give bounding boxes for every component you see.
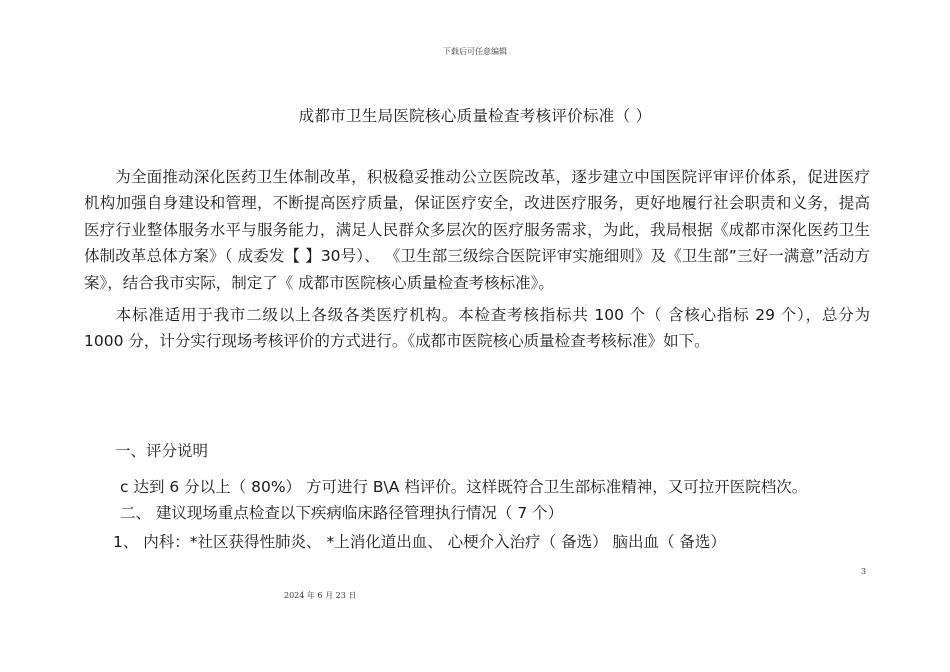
scope-paragraph: [84, 302, 870, 355]
header-note: 下载后可任意编辑: [443, 47, 507, 56]
section-heading-scoring: 一、评分说明: [115, 442, 209, 460]
scope-paragraph-text: 本标准适用于我市二级以上各级各类医疗机构。本检查考核指标共 100 个（ 含核心指标 29 个），总分为 1000 分，计分实行现场考核评价的方式进行。《成都市医院核心质量检查考核标准》如下。: [84, 306, 870, 351]
footer-date: 2024 年 6 月 23 日: [284, 591, 357, 600]
list-item-internal-medicine: 1、 内科：*社区获得性肺炎、 *上消化道出血、 心梗介入治疗（ 备选） 脑出血（ 备选）: [113, 533, 726, 551]
page-number: 3: [861, 567, 867, 576]
intro-paragraph-text: 为全面推动深化医药卫生体制改革，积极稳妥推动公立医院改革，逐步建立中国医院评审评价体系，促进医疗机构加强自身建设和管理，不断提高医疗质量，保证医疗安全，改进医疗服务，更好地履行社会职责和义务，提高医疗行业整体服务水平与服务能力，满足人民群众多层次的医疗服务需求，为此，我局根据《成都市深化医药卫生体制改革总体方案》（ 成委发【 】30号）、 《卫生部三级综合医院评审实施细则》及《卫生部”三好一满意”活动方案》，结合我市实际，制定了《 成都市医院核心质量检查考核标准》。: [84, 168, 870, 292]
document-title: 成都市卫生局医院核心质量检查考核评价标准（ ）: [298, 107, 652, 125]
intro-paragraph: [84, 164, 870, 296]
section-heading-clinical-pathway: 二、 建议现场重点检查以下疾病临床路径管理执行情况（ 7 个）: [120, 504, 564, 522]
scoring-note-line: c 达到 6 分以上（ 80%） 方可进行 B\A 档评价。这样既符合卫生部标准精神，又可拉开医院档次。: [120, 478, 808, 496]
